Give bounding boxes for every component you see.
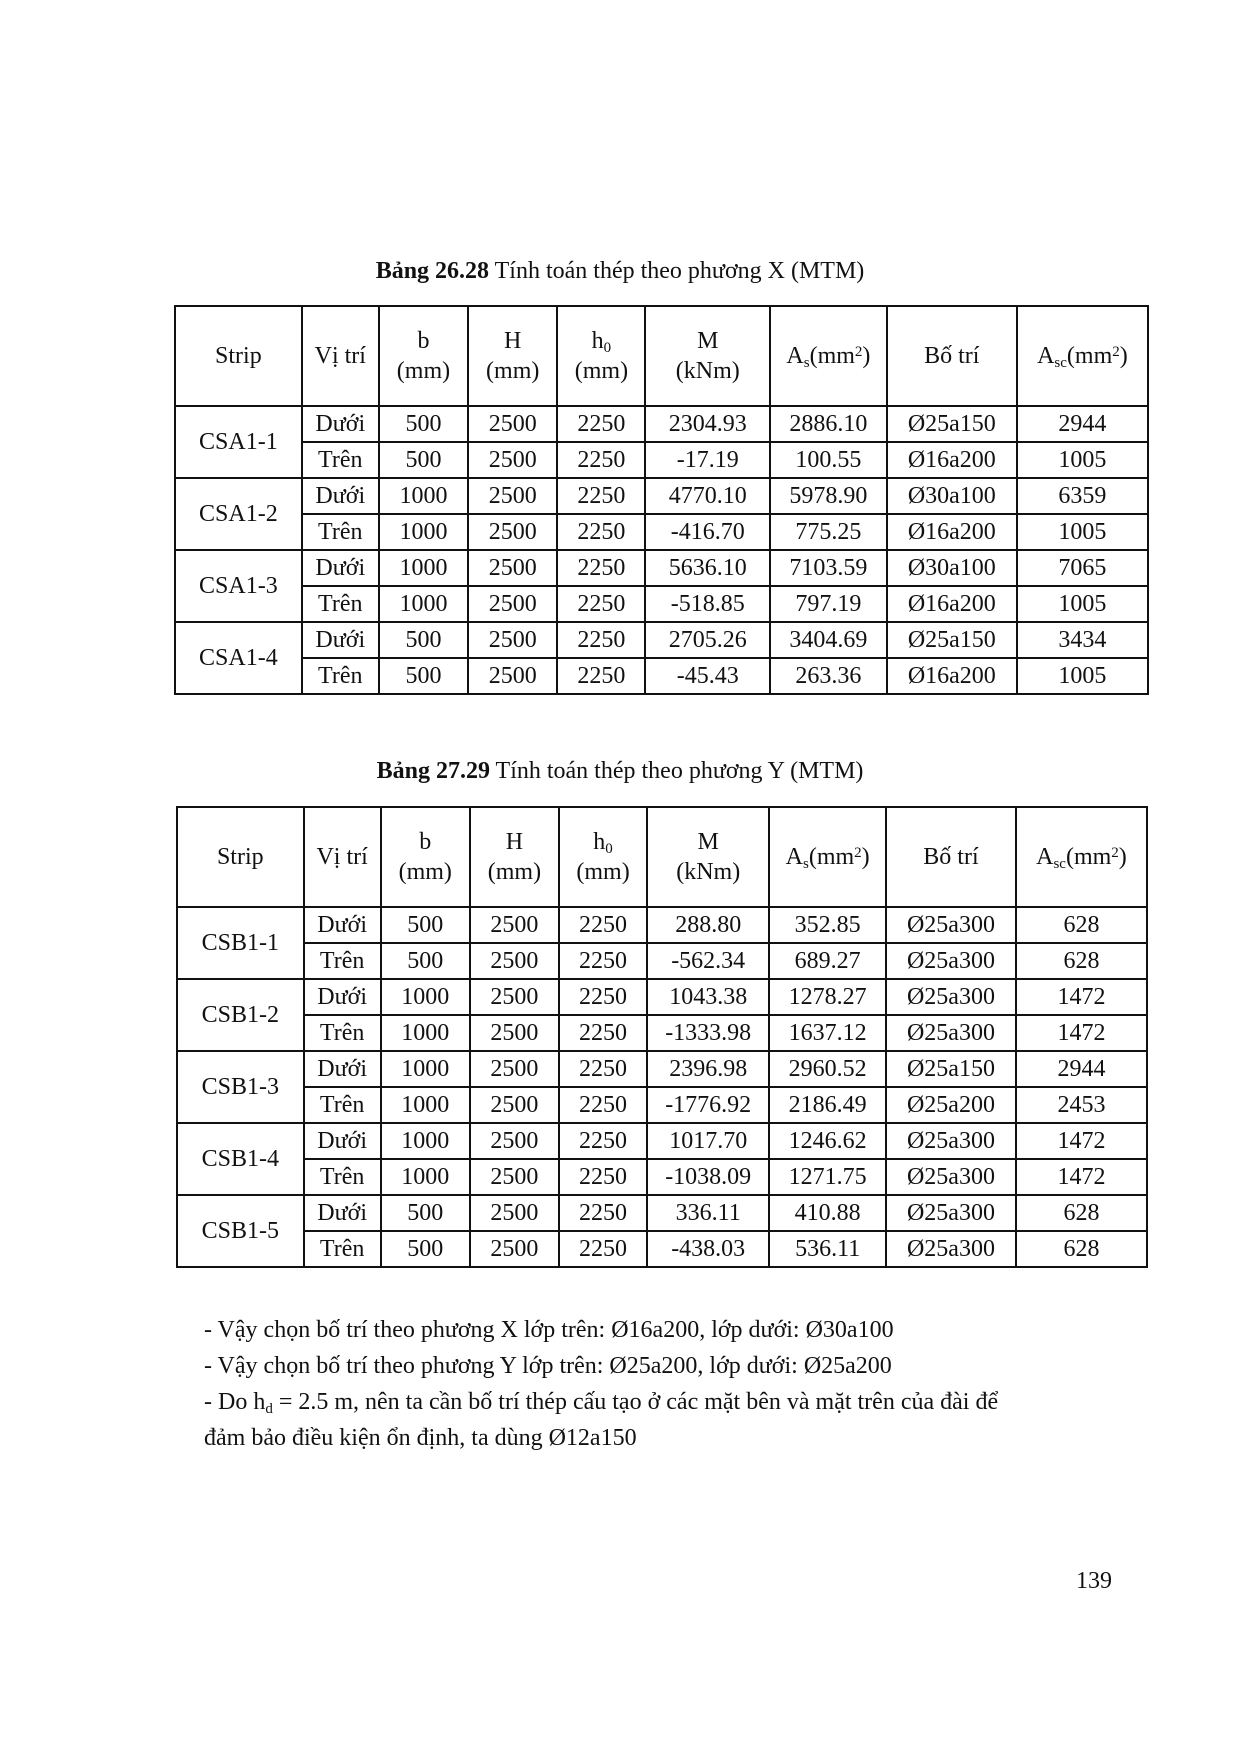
table-row	[175, 550, 1148, 586]
cell-botri: Ø25a300	[886, 1231, 1016, 1267]
cell-H: 2500	[468, 586, 557, 622]
cell-As: 2960.52	[769, 1051, 886, 1087]
cell-h0: 2250	[557, 658, 645, 694]
header-h0: $h_0$ (mm)	[557, 306, 645, 406]
cell-b: 1000	[381, 1123, 470, 1159]
cell-strip: CSB1-5	[177, 1195, 304, 1267]
cell-Asc: 1472	[1016, 1159, 1147, 1195]
cell-vitri: Trên	[302, 658, 379, 694]
cell-M: -45.43	[645, 658, 770, 694]
header-h0: $h_0$ (mm)	[559, 807, 647, 907]
table-row	[175, 586, 1148, 622]
cell-botri: Ø25a300	[886, 943, 1016, 979]
table-header-row	[177, 807, 1147, 907]
cell-As: 689.27	[769, 943, 886, 979]
table-row	[175, 658, 1148, 694]
cell-H: 2500	[468, 622, 557, 658]
cell-Asc: 1472	[1016, 1015, 1147, 1051]
cell-b: 500	[381, 1231, 470, 1267]
table-row	[177, 1051, 1147, 1087]
cell-botri: Ø25a300	[886, 907, 1016, 943]
cell-H: 2500	[468, 550, 557, 586]
cell-M: 1017.70	[647, 1123, 769, 1159]
cell-H: 2500	[470, 907, 559, 943]
cell-M: 2304.93	[645, 406, 770, 442]
cell-H: 2500	[468, 658, 557, 694]
header-M: M (kNm)	[647, 807, 769, 907]
cell-vitri: Dưới	[304, 1051, 381, 1087]
cell-strip: CSB1-1	[177, 907, 304, 979]
cell-vitri: Dưới	[302, 622, 379, 658]
header-H: H (mm)	[470, 807, 559, 907]
cell-vitri: Trên	[304, 1015, 381, 1051]
cell-b: 1000	[381, 1051, 470, 1087]
cell-M: 5636.10	[645, 550, 770, 586]
cell-botri: Ø25a300	[886, 979, 1016, 1015]
cell-H: 2500	[470, 1051, 559, 1087]
cell-h0: 2250	[559, 943, 647, 979]
header-vitri: Vị trí	[302, 306, 379, 406]
table2-caption-label: Bảng 27.29	[376, 758, 490, 784]
cell-Asc: 2944	[1016, 1051, 1147, 1087]
page-number: 139	[1076, 1568, 1112, 1594]
cell-As: 100.55	[770, 442, 887, 478]
cell-h0: 2250	[557, 622, 645, 658]
cell-h0: 2250	[559, 1195, 647, 1231]
cell-H: 2500	[470, 1087, 559, 1123]
table-header-row	[175, 306, 1148, 406]
table1-caption	[0, 256, 1240, 286]
cell-h0: 2250	[559, 1015, 647, 1051]
cell-vitri: Dưới	[304, 907, 381, 943]
cell-h0: 2250	[559, 1231, 647, 1267]
cell-Asc: 2944	[1017, 406, 1148, 442]
table1-caption-text: Tính toán thép theo phương X (MTM)	[494, 258, 865, 284]
table-row	[177, 1015, 1147, 1051]
header-H: H (mm)	[468, 306, 557, 406]
cell-strip: CSB1-2	[177, 979, 304, 1051]
cell-vitri: Trên	[302, 586, 379, 622]
cell-vitri: Dưới	[304, 1123, 381, 1159]
cell-Asc: 7065	[1017, 550, 1148, 586]
cell-botri: Ø16a200	[887, 658, 1017, 694]
cell-botri: Ø25a300	[886, 1159, 1016, 1195]
cell-b: 1000	[381, 1159, 470, 1195]
cell-H: 2500	[470, 979, 559, 1015]
cell-b: 1000	[379, 514, 468, 550]
table2-caption	[0, 756, 1240, 786]
cell-M: -518.85	[645, 586, 770, 622]
cell-Asc: 1005	[1017, 586, 1148, 622]
cell-h0: 2250	[557, 550, 645, 586]
cell-As: 536.11	[769, 1231, 886, 1267]
cell-strip: CSB1-4	[177, 1123, 304, 1195]
cell-b: 500	[379, 406, 468, 442]
cell-botri: Ø25a150	[887, 406, 1017, 442]
table-row	[177, 1159, 1147, 1195]
note-line-1: - Vậy chọn bố trí theo phương X lớp trên: Ø16a200, lớp dưới: Ø30a100	[204, 1317, 894, 1343]
table1-caption-label: Bảng 26.28	[375, 258, 490, 284]
cell-h0: 2250	[557, 586, 645, 622]
cell-botri: Ø25a200	[886, 1087, 1016, 1123]
header-Asc: $A_{sc}(mm^2)$	[1017, 306, 1148, 406]
table-row	[177, 979, 1147, 1015]
cell-h0: 2250	[557, 442, 645, 478]
header-botri: Bố trí	[886, 807, 1016, 907]
cell-b: 500	[381, 907, 470, 943]
header-vitri: Vị trí	[304, 807, 381, 907]
cell-M: 2705.26	[645, 622, 770, 658]
header-M: M (kNm)	[645, 306, 770, 406]
notes	[204, 1312, 1144, 1456]
cell-strip: CSA1-1	[175, 406, 302, 478]
cell-b: 500	[379, 622, 468, 658]
cell-M: 4770.10	[645, 478, 770, 514]
cell-M: 2396.98	[647, 1051, 769, 1087]
cell-strip: CSA1-3	[175, 550, 302, 622]
cell-Asc: 1472	[1016, 979, 1147, 1015]
cell-vitri: Trên	[302, 514, 379, 550]
note-line-4: đảm bảo điều kiện ổn định, ta dùng Ø12a150	[204, 1425, 637, 1451]
header-As: $A_s(mm^2)$	[769, 807, 886, 907]
cell-h0: 2250	[559, 1159, 647, 1195]
cell-h0: 2250	[559, 1051, 647, 1087]
table-row	[177, 943, 1147, 979]
cell-Asc: 628	[1016, 907, 1147, 943]
cell-Asc: 628	[1016, 1231, 1147, 1267]
cell-As: 2886.10	[770, 406, 887, 442]
cell-h0: 2250	[557, 406, 645, 442]
cell-b: 1000	[381, 1087, 470, 1123]
cell-M: -1038.09	[647, 1159, 769, 1195]
cell-Asc: 1005	[1017, 514, 1148, 550]
cell-h0: 2250	[557, 514, 645, 550]
cell-M: -562.34	[647, 943, 769, 979]
cell-As: 1246.62	[769, 1123, 886, 1159]
cell-b: 1000	[379, 550, 468, 586]
header-botri: Bố trí	[887, 306, 1017, 406]
steel-table-y	[176, 806, 1148, 1268]
cell-Asc: 1005	[1017, 658, 1148, 694]
cell-M: 336.11	[647, 1195, 769, 1231]
cell-botri: Ø25a150	[886, 1051, 1016, 1087]
cell-As: 2186.49	[769, 1087, 886, 1123]
cell-botri: Ø25a300	[886, 1015, 1016, 1051]
cell-botri: Ø16a200	[887, 514, 1017, 550]
cell-botri: Ø25a300	[886, 1195, 1016, 1231]
table-row	[175, 622, 1148, 658]
cell-b: 1000	[381, 979, 470, 1015]
cell-M: 1043.38	[647, 979, 769, 1015]
cell-H: 2500	[468, 478, 557, 514]
header-strip: Strip	[175, 306, 302, 406]
cell-As: 1271.75	[769, 1159, 886, 1195]
cell-vitri: Dưới	[304, 979, 381, 1015]
cell-As: 410.88	[769, 1195, 886, 1231]
cell-h0: 2250	[559, 979, 647, 1015]
cell-vitri: Trên	[302, 442, 379, 478]
cell-Asc: 628	[1016, 943, 1147, 979]
cell-H: 2500	[470, 943, 559, 979]
cell-h0: 2250	[559, 1087, 647, 1123]
table-row	[177, 1231, 1147, 1267]
cell-strip: CSB1-3	[177, 1051, 304, 1123]
header-b: b (mm)	[379, 306, 468, 406]
table-row	[177, 1195, 1147, 1231]
cell-b: 500	[381, 1195, 470, 1231]
cell-b: 1000	[379, 478, 468, 514]
cell-As: 263.36	[770, 658, 887, 694]
cell-M: -1776.92	[647, 1087, 769, 1123]
cell-vitri: Trên	[304, 1231, 381, 1267]
table-row	[177, 1123, 1147, 1159]
header-Asc: $A_{sc}(mm^2)$	[1016, 807, 1147, 907]
cell-H: 2500	[468, 442, 557, 478]
cell-As: 1278.27	[769, 979, 886, 1015]
cell-vitri: Trên	[304, 1159, 381, 1195]
table-row	[175, 406, 1148, 442]
note-line-2: - Vậy chọn bố trí theo phương Y lớp trên: Ø25a200, lớp dưới: Ø25a200	[204, 1353, 892, 1379]
table-row	[177, 1087, 1147, 1123]
table-row	[175, 514, 1148, 550]
cell-strip: CSA1-2	[175, 478, 302, 550]
table-row	[175, 442, 1148, 478]
cell-As: 7103.59	[770, 550, 887, 586]
header-b: b (mm)	[381, 807, 470, 907]
cell-botri: Ø16a200	[887, 442, 1017, 478]
cell-b: 500	[379, 442, 468, 478]
cell-vitri: Dưới	[302, 550, 379, 586]
cell-botri: Ø25a300	[886, 1123, 1016, 1159]
cell-Asc: 1005	[1017, 442, 1148, 478]
cell-b: 500	[381, 943, 470, 979]
cell-As: 3404.69	[770, 622, 887, 658]
table-row	[175, 478, 1148, 514]
cell-Asc: 6359	[1017, 478, 1148, 514]
cell-h0: 2250	[559, 1123, 647, 1159]
cell-vitri: Trên	[304, 1087, 381, 1123]
cell-b: 1000	[379, 586, 468, 622]
cell-As: 775.25	[770, 514, 887, 550]
cell-H: 2500	[468, 406, 557, 442]
cell-M: 288.80	[647, 907, 769, 943]
cell-strip: CSA1-4	[175, 622, 302, 694]
cell-botri: Ø16a200	[887, 586, 1017, 622]
cell-Asc: 1472	[1016, 1123, 1147, 1159]
cell-As: 352.85	[769, 907, 886, 943]
cell-As: 797.19	[770, 586, 887, 622]
cell-h0: 2250	[557, 478, 645, 514]
cell-H: 2500	[470, 1159, 559, 1195]
steel-table-x	[174, 305, 1149, 695]
cell-Asc: 2453	[1016, 1087, 1147, 1123]
cell-botri: Ø30a100	[887, 550, 1017, 586]
table-row	[177, 907, 1147, 943]
cell-M: -1333.98	[647, 1015, 769, 1051]
cell-As: 5978.90	[770, 478, 887, 514]
cell-botri: Ø30a100	[887, 478, 1017, 514]
cell-vitri: Dưới	[302, 478, 379, 514]
note-line-3: - Do $h_d = 2.5$ m, nên ta cần bố trí thép cấu tạo ở các mặt bên và mặt trên của đài để	[204, 1389, 999, 1417]
cell-H: 2500	[470, 1231, 559, 1267]
cell-M: -17.19	[645, 442, 770, 478]
cell-vitri: Dưới	[302, 406, 379, 442]
cell-vitri: Dưới	[304, 1195, 381, 1231]
header-As: $A_s(mm^2)$	[770, 306, 887, 406]
cell-Asc: 3434	[1017, 622, 1148, 658]
header-strip: Strip	[177, 807, 304, 907]
cell-M: -416.70	[645, 514, 770, 550]
cell-b: 1000	[381, 1015, 470, 1051]
cell-H: 2500	[470, 1123, 559, 1159]
cell-h0: 2250	[559, 907, 647, 943]
cell-botri: Ø25a150	[887, 622, 1017, 658]
cell-H: 2500	[470, 1195, 559, 1231]
table2-caption-text: Tính toán thép theo phương Y (MTM)	[495, 758, 864, 784]
cell-H: 2500	[468, 514, 557, 550]
cell-vitri: Trên	[304, 943, 381, 979]
cell-H: 2500	[470, 1015, 559, 1051]
cell-b: 500	[379, 658, 468, 694]
cell-Asc: 628	[1016, 1195, 1147, 1231]
cell-M: -438.03	[647, 1231, 769, 1267]
cell-As: 1637.12	[769, 1015, 886, 1051]
